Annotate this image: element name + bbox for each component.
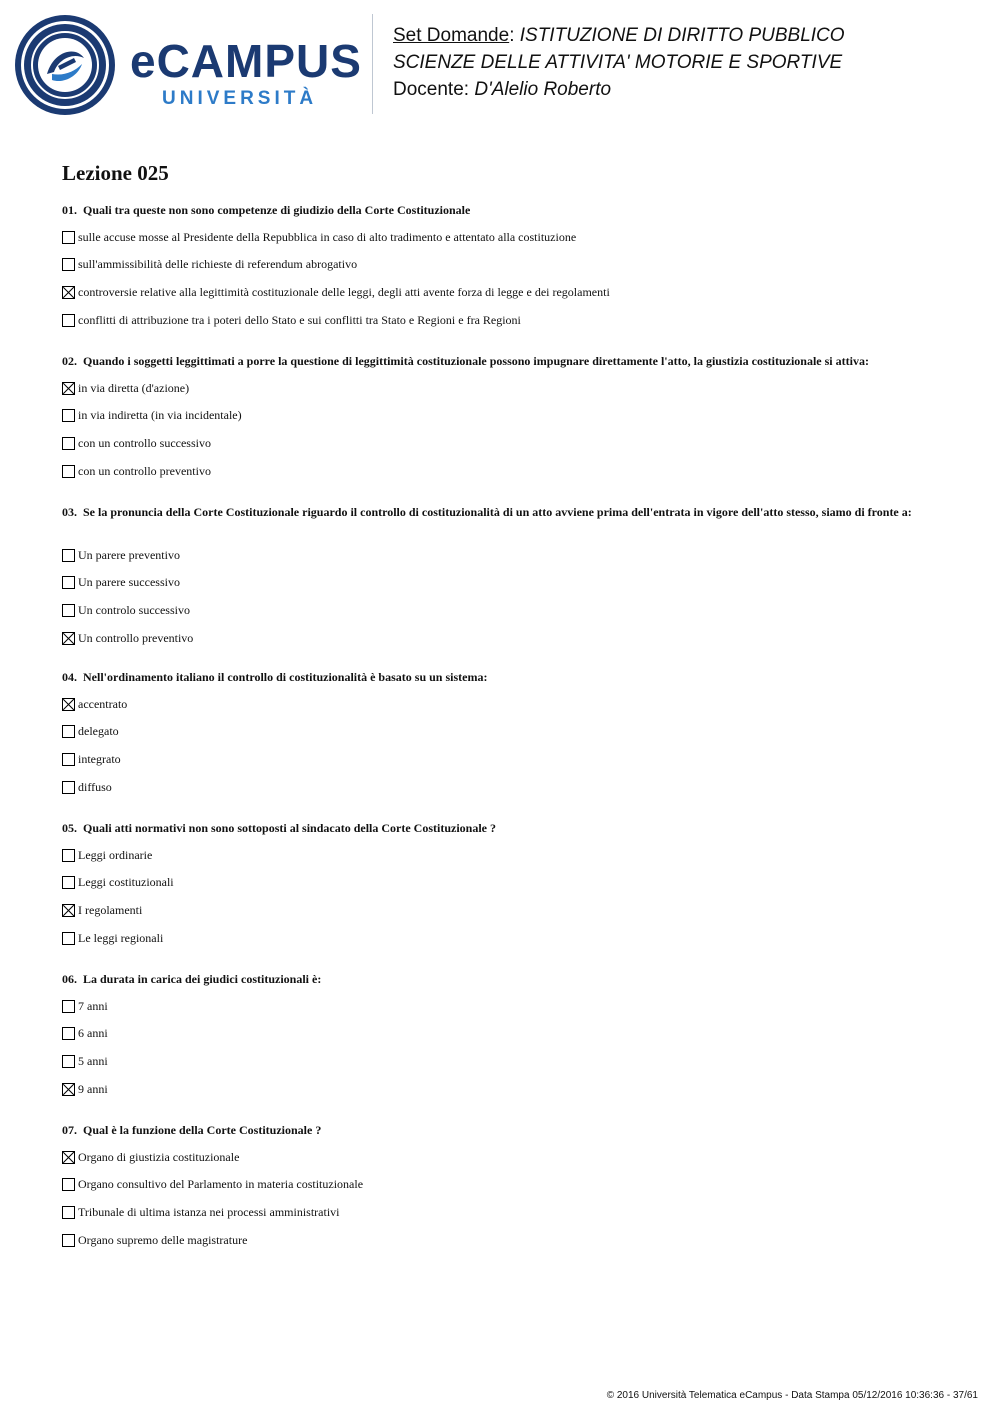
checkbox-icon[interactable] [62, 409, 75, 422]
checkbox-icon[interactable] [62, 1234, 75, 1247]
answer-option[interactable] [62, 1231, 247, 1249]
answer-option[interactable] [62, 997, 108, 1015]
checkbox-icon[interactable] [62, 1055, 75, 1068]
question-text [62, 1123, 932, 1138]
teacher-name: D'Alelio Roberto [474, 79, 612, 100]
answer-option[interactable] [62, 1080, 108, 1098]
answer-option[interactable] [62, 379, 189, 397]
checkbox-icon[interactable] [62, 849, 75, 862]
answer-text: in via diretta (d'azione) [78, 380, 190, 395]
checked-checkbox-icon[interactable] [62, 1083, 75, 1096]
checkbox-icon[interactable] [62, 465, 75, 478]
answer-option[interactable] [62, 546, 180, 564]
answer-option[interactable] [62, 283, 610, 301]
answer-text: 5 anni [78, 1053, 108, 1068]
checkbox-icon[interactable] [62, 725, 75, 738]
set-info: Set Domande: ISTITUZIONE DI DIRITTO PUBBLICO SCIENZE DELLE ATTIVITA' MOTORIE E SPORTIVE Docente: D'Alelio Roberto [393, 25, 845, 100]
answer-text: Leggi costituzionali [78, 875, 174, 890]
answer-text: accentrato [78, 696, 128, 711]
question-label: La durata in carica dei giudici costituzionali è: [83, 972, 322, 986]
answer-option[interactable] [62, 1052, 108, 1070]
answer-option[interactable] [62, 901, 142, 919]
question-text [62, 670, 932, 685]
question-label: Quando i soggetti leggittimati a porre la questione di leggittimità costituzionale possono impugnare direttamente l'atto, la giustizia costituzionale si attiva: [83, 354, 869, 368]
answer-option[interactable] [62, 723, 119, 741]
page-footer: © 2016 Università Telematica eCampus - Data Stampa 05/12/2016 10:36:36 - 37/61 [606, 1390, 978, 1401]
answer-option[interactable] [62, 407, 242, 425]
answer-option[interactable] [62, 629, 193, 647]
question-number: 02. [62, 354, 77, 368]
question-2 [62, 354, 932, 478]
answer-text: Un parere successivo [78, 575, 180, 590]
answer-text: 7 anni [78, 998, 108, 1013]
checkbox-icon[interactable] [62, 258, 75, 271]
question-label: Nell'ordinamento italiano il controllo di costituzionalità è basato su un sistema: [83, 670, 488, 684]
answer-text: Organo consultivo del Parlamento in materia costituzionale [78, 1177, 364, 1192]
checkbox-icon[interactable] [62, 604, 75, 617]
question-4 [62, 670, 932, 794]
answer-text: diffuso [78, 779, 112, 794]
checkbox-icon[interactable] [62, 1000, 75, 1013]
answer-option[interactable] [62, 874, 174, 892]
question-number: 05. [62, 821, 77, 835]
answer-option[interactable] [62, 929, 163, 947]
question-number: 04. [62, 670, 77, 684]
answer-text: con un controllo preventivo [78, 463, 211, 478]
teacher-label: Docente [393, 79, 464, 100]
question-number: 01. [62, 203, 77, 217]
checkbox-icon[interactable] [62, 549, 75, 562]
answer-text: delegato [78, 724, 119, 739]
checked-checkbox-icon[interactable] [62, 382, 75, 395]
answer-option[interactable] [62, 1148, 239, 1166]
page-header [0, 0, 1000, 130]
question-label: Qual è la funzione della Corte Costituzionale ? [83, 1123, 322, 1137]
answer-text: I regolamenti [78, 902, 143, 917]
answer-text: con un controllo successivo [78, 435, 211, 450]
answer-text: Un parere preventivo [78, 547, 180, 562]
question-7 [62, 1123, 932, 1247]
answer-text: sulle accuse mosse al Presidente della Repubblica in caso di alto tradimento e attentato alla costituzione [78, 229, 577, 244]
university-seal-icon [14, 14, 116, 116]
answer-text: 6 anni [78, 1026, 108, 1041]
header-divider [372, 14, 373, 114]
lesson-title: Lezione 025 [62, 161, 169, 185]
answer-option[interactable] [62, 846, 152, 864]
answer-text: Organo supremo delle magistrature [78, 1232, 248, 1247]
answer-text: 9 anni [78, 1081, 108, 1096]
checkbox-icon[interactable] [62, 781, 75, 794]
answer-text: sull'ammissibilità delle richieste di referendum abrogativo [78, 257, 358, 272]
checkbox-icon[interactable] [62, 437, 75, 450]
checkbox-icon[interactable] [62, 1027, 75, 1040]
answer-text: conflitti di attribuzione tra i poteri dello Stato e sui conflitti tra Stato e Regioni e fra Regioni [78, 312, 521, 327]
answer-option[interactable] [62, 434, 211, 452]
answer-text: in via indiretta (in via incidentale) [78, 408, 242, 423]
question-6 [62, 972, 932, 1096]
checkbox-icon[interactable] [62, 314, 75, 327]
answer-option[interactable] [62, 1203, 340, 1221]
question-label: Quali tra queste non sono competenze di giudizio della Corte Costituzionale [83, 203, 471, 217]
answer-text: Un controlo successivo [78, 602, 190, 617]
checkbox-icon[interactable] [62, 932, 75, 945]
checkbox-icon[interactable] [62, 576, 75, 589]
answer-text: integrato [78, 751, 121, 766]
answer-option[interactable] [62, 601, 190, 619]
answer-text: controversie relative alla legittimità costituzionale delle leggi, degli atti avente forza di legge e dei regolamenti [78, 284, 610, 299]
question-text [62, 972, 932, 987]
question-label: Se la pronuncia della Corte Costituzionale riguardo il controllo di costituzionalità di un atto avviene prima dell'entrata in vigore dell'atto stesso, siamo di fronte a: [83, 505, 912, 519]
question-number: 03. [62, 505, 77, 519]
checked-checkbox-icon[interactable] [62, 904, 75, 917]
checkbox-icon[interactable] [62, 753, 75, 766]
question-text [62, 505, 932, 520]
answer-option[interactable] [62, 750, 121, 768]
answer-option[interactable] [62, 574, 180, 592]
answer-option[interactable] [62, 256, 357, 274]
checkbox-icon[interactable] [62, 231, 75, 244]
question-1 [62, 203, 932, 327]
answer-option[interactable] [62, 1176, 363, 1194]
answer-option[interactable] [62, 311, 521, 329]
checked-checkbox-icon[interactable] [62, 632, 75, 645]
question-5 [62, 821, 932, 945]
answer-text: Organo di giustizia costituzionale [78, 1149, 240, 1164]
question-label: Quali atti normativi non sono sottoposti al sindacato della Corte Costituzionale ? [83, 821, 497, 835]
question-3 [62, 505, 932, 645]
answer-option[interactable] [62, 228, 576, 246]
answer-text: Tribunale di ultima istanza nei processi amministrativi [78, 1204, 340, 1219]
answer-text: Leggi ordinarie [78, 847, 153, 862]
answer-text: Un controllo preventivo [78, 630, 194, 645]
ecampus-logo [14, 14, 116, 121]
question-text [62, 203, 932, 218]
checkbox-icon[interactable] [62, 1206, 75, 1219]
course-title: ISTITUZIONE DI DIRITTO PUBBLICO [519, 25, 845, 46]
checkbox-icon[interactable] [62, 876, 75, 889]
answer-option[interactable] [62, 695, 127, 713]
answer-text: Le leggi regionali [78, 930, 164, 945]
question-number: 07. [62, 1123, 77, 1137]
question-text [62, 354, 932, 369]
course-subtitle: SCIENZE DELLE ATTIVITA' MOTORIE E SPORTIVE [393, 52, 843, 73]
checked-checkbox-icon[interactable] [62, 698, 75, 711]
set-label: Set Domande [393, 25, 510, 46]
checked-checkbox-icon[interactable] [62, 286, 75, 299]
checkbox-icon[interactable] [62, 1178, 75, 1191]
brand-name: eCAMPUS [130, 35, 362, 87]
checked-checkbox-icon[interactable] [62, 1151, 75, 1164]
answer-option[interactable] [62, 778, 112, 796]
brand-subtitle: UNIVERSITÀ [162, 88, 318, 109]
answer-option[interactable] [62, 1025, 108, 1043]
question-number: 06. [62, 972, 77, 986]
answer-option[interactable] [62, 462, 211, 480]
question-text [62, 821, 932, 836]
